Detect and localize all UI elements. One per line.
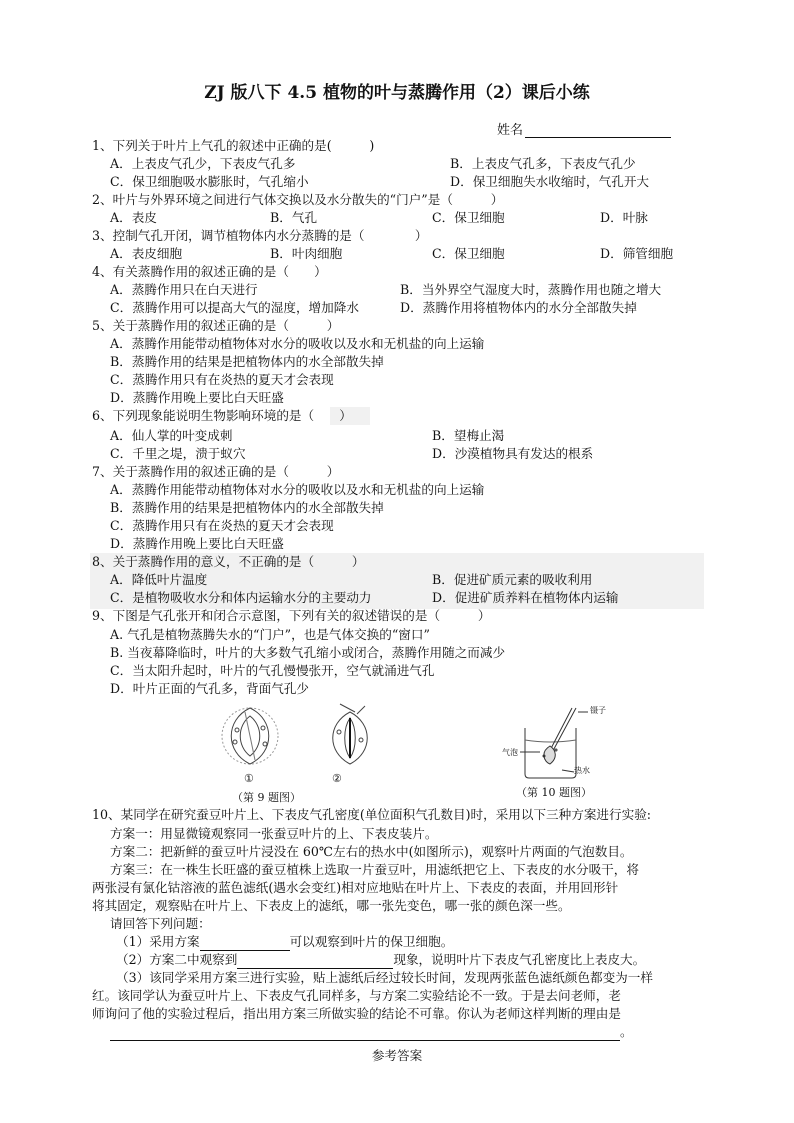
- q10-end-mark: 。: [620, 1024, 633, 1039]
- q7-stem: 7、关于蒸腾作用的叙述正确的是（ ）: [92, 464, 340, 479]
- q1-option-a[interactable]: A．上表皮气孔少，下表皮气孔多: [110, 156, 296, 171]
- q3-stem: 3、控制气孔开闭，调节植物体内水分蒸腾的是（ ）: [92, 228, 428, 243]
- q10-sub3-line3: 师询问了他的实验过程后，指出用方案三所做实验的结论不可靠。你认为老师这样判断的理由是: [92, 1006, 621, 1021]
- q8-option-a[interactable]: A．降低叶片温度: [110, 572, 208, 587]
- q7-option-d[interactable]: D．蒸腾作用晚上要比白天旺盛: [110, 536, 284, 551]
- q4-option-d[interactable]: D．蒸腾作用将植物体内的水分全部散失掉: [400, 300, 637, 315]
- q10-sub2: [116, 951, 645, 969]
- q5-option-a[interactable]: A．蒸腾作用能带动植物体对水分的吸收以及水和无机盐的向上运输: [110, 336, 485, 351]
- q10-plan2: 方案二：把新鲜的蚕豆叶片浸没在 60℃左右的热水中(如图所示)，观察叶片两面的气泡数目。: [110, 844, 633, 859]
- q7-option-a[interactable]: A．蒸腾作用能带动植物体对水分的吸收以及水和无机盐的向上运输: [110, 482, 485, 497]
- q10-ask: 请回答下列问题：: [110, 916, 211, 931]
- fig10-label-water: 热水: [574, 766, 590, 775]
- fig10-caption: （第 10 题图）: [516, 786, 592, 799]
- q2-option-b[interactable]: B．气孔: [270, 210, 318, 225]
- name-field[interactable]: [497, 119, 671, 138]
- q6-option-b[interactable]: B．望梅止渴: [432, 428, 505, 443]
- q10-sub3-answer: [110, 1023, 633, 1041]
- fig10-label-tweezers: 镊子: [590, 706, 606, 715]
- q5-option-d[interactable]: D．蒸腾作用晚上要比白天旺盛: [110, 390, 284, 405]
- stoma-open-illustration: [222, 708, 278, 764]
- q2-option-c[interactable]: C．保卫细胞: [432, 210, 505, 225]
- q9-option-a[interactable]: A. 气孔是植物蒸腾失水的“门户”，也是气体交换的“窗口”: [110, 627, 430, 642]
- q10-sub3-blank[interactable]: [110, 1027, 620, 1041]
- q5-option-b[interactable]: B．蒸腾作用的结果是把植物体内的水全部散失掉: [110, 354, 384, 369]
- q9-option-c[interactable]: C．当太阳升起时，叶片的气孔慢慢张开，空气就涌进气孔: [110, 663, 435, 678]
- q10-sub1: [116, 933, 453, 951]
- q9-option-d[interactable]: D．叶片正面的气孔多，背面气孔少: [110, 681, 310, 696]
- q9-option-b[interactable]: B. 当夜幕降临时，叶片的大多数气孔缩小或闭合，蒸腾作用随之而减少: [110, 645, 506, 660]
- q10-sub2-post: 现象，说明叶片下表皮气孔密度比上表皮大。: [393, 952, 646, 967]
- q10-stem: 10、某同学在研究蚕豆叶片上、下表皮气孔密度(单位面积气孔数目)时，采用以下三种方案进行实验:: [92, 807, 652, 822]
- page-title: ZJ 版八下 4.5 植物的叶与蒸腾作用（2）课后小练: [204, 83, 590, 103]
- q8-option-d[interactable]: D．促进矿质养料在植物体内运输: [432, 590, 619, 605]
- q10-plan3-line3: 将其固定，观察贴在叶片上、下表皮上的滤纸，哪一张先变色，哪一张的颜色深一些。: [92, 898, 571, 913]
- q2-option-a[interactable]: A．表皮: [110, 210, 157, 225]
- q10-sub1-post: 可以观察到叶片的保卫细胞。: [289, 934, 454, 949]
- q4-option-a[interactable]: A．蒸腾作用只在白天进行: [110, 282, 258, 297]
- q3-option-d[interactable]: D．筛管细胞: [600, 246, 674, 261]
- fig9-label-1: ①: [244, 772, 254, 785]
- q8-option-b[interactable]: B．促进矿质元素的吸收利用: [432, 572, 593, 587]
- q10-sub3-line2: 红。该同学认为蚕豆叶片上、下表皮气孔同样多，与方案二实验结论不一致。于是去问老师，老: [92, 988, 621, 1003]
- fig10-label-bubble: 气泡: [502, 748, 518, 757]
- q1-option-d[interactable]: D．保卫细胞失水收缩时，气孔开大: [450, 174, 650, 189]
- answer-key-heading: 参考答案: [371, 1048, 423, 1063]
- q7-option-c[interactable]: C．蒸腾作用只有在炎热的夏天才会表现: [110, 518, 334, 533]
- q5-stem: 5、关于蒸腾作用的叙述正确的是（ ）: [92, 318, 340, 333]
- q10-plan3-line2: 两张浸有氯化钴溶液的蓝色滤纸(遇水会变红)相对应地贴在叶片上、下表皮的表面，并用回形针: [92, 880, 619, 895]
- q10-sub2-blank[interactable]: [237, 955, 393, 969]
- q6-option-c[interactable]: C．千里之堤，溃于蚁穴: [110, 446, 246, 461]
- q1-option-c[interactable]: C．保卫细胞吸水膨胀时，气孔缩小: [110, 174, 309, 189]
- q8-option-c[interactable]: C．是植物吸收水分和体内运输水分的主要动力: [110, 590, 372, 605]
- q3-option-c[interactable]: C．保卫细胞: [432, 246, 505, 261]
- name-blank[interactable]: [525, 124, 671, 138]
- stomata-figure: [215, 700, 385, 770]
- fig9-caption: （第 9 题图）: [232, 791, 301, 804]
- q4-option-b[interactable]: B．当外界空气湿度大时，蒸腾作用也随之增大: [400, 282, 662, 297]
- q10-sub1-pre: （1）采用方案: [116, 934, 200, 949]
- q7-option-b[interactable]: B．蒸腾作用的结果是把植物体内的水全部散失掉: [110, 500, 384, 515]
- q6-option-d[interactable]: D．沙漠植物具有发达的根系: [432, 446, 594, 461]
- name-label: 姓名: [497, 123, 524, 138]
- q4-stem: 4、有关蒸腾作用的叙述正确的是（ ）: [92, 264, 327, 279]
- q10-sub2-pre: （2）方案二中观察到: [116, 952, 238, 967]
- q9-stem: 9、下图是气孔张开和闭合示意图，下列有关的叙述错误的是（ ）: [92, 608, 491, 623]
- q10-plan3-line1: 方案三：在一株生长旺盛的蚕豆植株上选取一片蚕豆叶，用滤纸把它上、下表皮的水分吸干，将: [110, 862, 639, 877]
- q10-plan1: 方案一：用显微镜观察同一张蚕豆叶片的上、下表皮装片。: [110, 826, 438, 841]
- q10-sub3-line1: （3）该同学采用方案三进行实验，贴上滤纸后经过较长时间，发现两张蓝色滤纸颜色都变为一样: [116, 970, 653, 985]
- stoma-closed-illustration: [333, 704, 368, 764]
- q5-option-c[interactable]: C．蒸腾作用只有在炎热的夏天才会表现: [110, 372, 334, 387]
- q3-option-b[interactable]: B．叶肉细胞: [270, 246, 343, 261]
- q3-option-a[interactable]: A．表皮细胞: [110, 246, 183, 261]
- q2-stem: 2、叶片与外界环境之间进行气体交换以及水分散失的“门户”是（ ）: [92, 192, 504, 207]
- q1-stem: 1、下列关于叶片上气孔的叙述中正确的是( ): [92, 138, 375, 153]
- q6-stem: 6、下列现象能说明生物影响环境的是（ ）: [92, 408, 352, 423]
- q6-option-a[interactable]: A．仙人掌的叶变成刺: [110, 428, 233, 443]
- fig9-label-2: ②: [332, 772, 342, 785]
- q8-stem: 8、关于蒸腾作用的意义，不正确的是（ ）: [92, 554, 365, 569]
- q4-option-c[interactable]: C．蒸腾作用可以提高大气的湿度，增加降水: [110, 300, 359, 315]
- q10-sub1-blank[interactable]: [200, 937, 290, 951]
- q2-option-d[interactable]: D．叶脉: [600, 210, 648, 225]
- q1-option-b[interactable]: B．上表皮气孔多，下表皮气孔少: [450, 156, 636, 171]
